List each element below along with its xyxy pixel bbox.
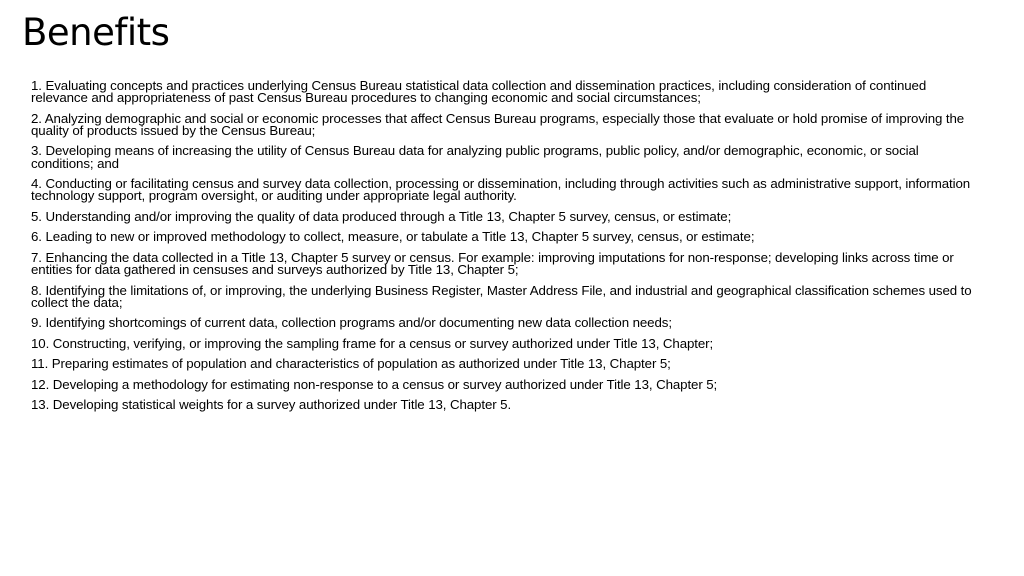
list-item: 9. Identifying shortcomings of current data, collection programs and/or documenting new data collection needs; xyxy=(31,315,672,331)
list-item: 7. Enhancing the data collected in a Title 13, Chapter 5 survey or census. For example: improving imputations for non-response; developing links across time or entities for data gathered in censuses and surveys authorized by Title 13, Chapter 5; xyxy=(31,249,954,278)
list-item: 1. Evaluating concepts and practices underlying Census Bureau statistical data collection and dissemination practices, including consideration of continued relevance and appropriateness of past Census Bureau procedures to changing economic and social circumstances; xyxy=(31,78,927,106)
list-item: 2. Analyzing demographic and social or economic processes that affect Census Bureau programs, especially those that evaluate or hold promise of improving the quality of products issued by the Census Bureau; xyxy=(31,110,965,138)
list-item: 3. Developing means of increasing the utility of Census Bureau data for analyzing public programs, public policy, and/or demographic, economic, or social conditions; and xyxy=(31,143,919,171)
list-item: 6. Leading to new or improved methodology to collect, measure, or tabulate a Title 13, Chapter 5 survey, census, or estimate; xyxy=(31,229,755,245)
list-item: 8. Identifying the limitations of, or improving, the underlying Business Register, Master Address File, and industrial and geographical classification schemes used to collect the data; xyxy=(31,282,972,310)
list-item: 12. Developing a methodology for estimating non-response to a census or survey authorized under Title 13, Chapter 5; xyxy=(31,376,718,392)
list-item: 5. Understanding and/or improving the quality of data produced through a Title 13, Chapter 5 survey, census, or estimate; xyxy=(31,208,732,224)
benefits-list xyxy=(31,80,981,420)
slide-title: Benefits xyxy=(22,11,170,54)
list-item: 4. Conducting or facilitating census and survey data collection, processing or dissemination, including through activities such as administrative support, information technology support, program oversight, or auditing under appropriate legal authority. xyxy=(31,176,971,204)
list-item: 11. Preparing estimates of population and characteristics of population as authorized under Title 13, Chapter 5; xyxy=(31,356,671,372)
list-item: 10. Constructing, verifying, or improving the sampling frame for a census or survey authorized under Title 13, Chapter; xyxy=(31,335,714,351)
list-item: 13. Developing statistical weights for a survey authorized under Title 13, Chapter 5. xyxy=(31,397,512,413)
